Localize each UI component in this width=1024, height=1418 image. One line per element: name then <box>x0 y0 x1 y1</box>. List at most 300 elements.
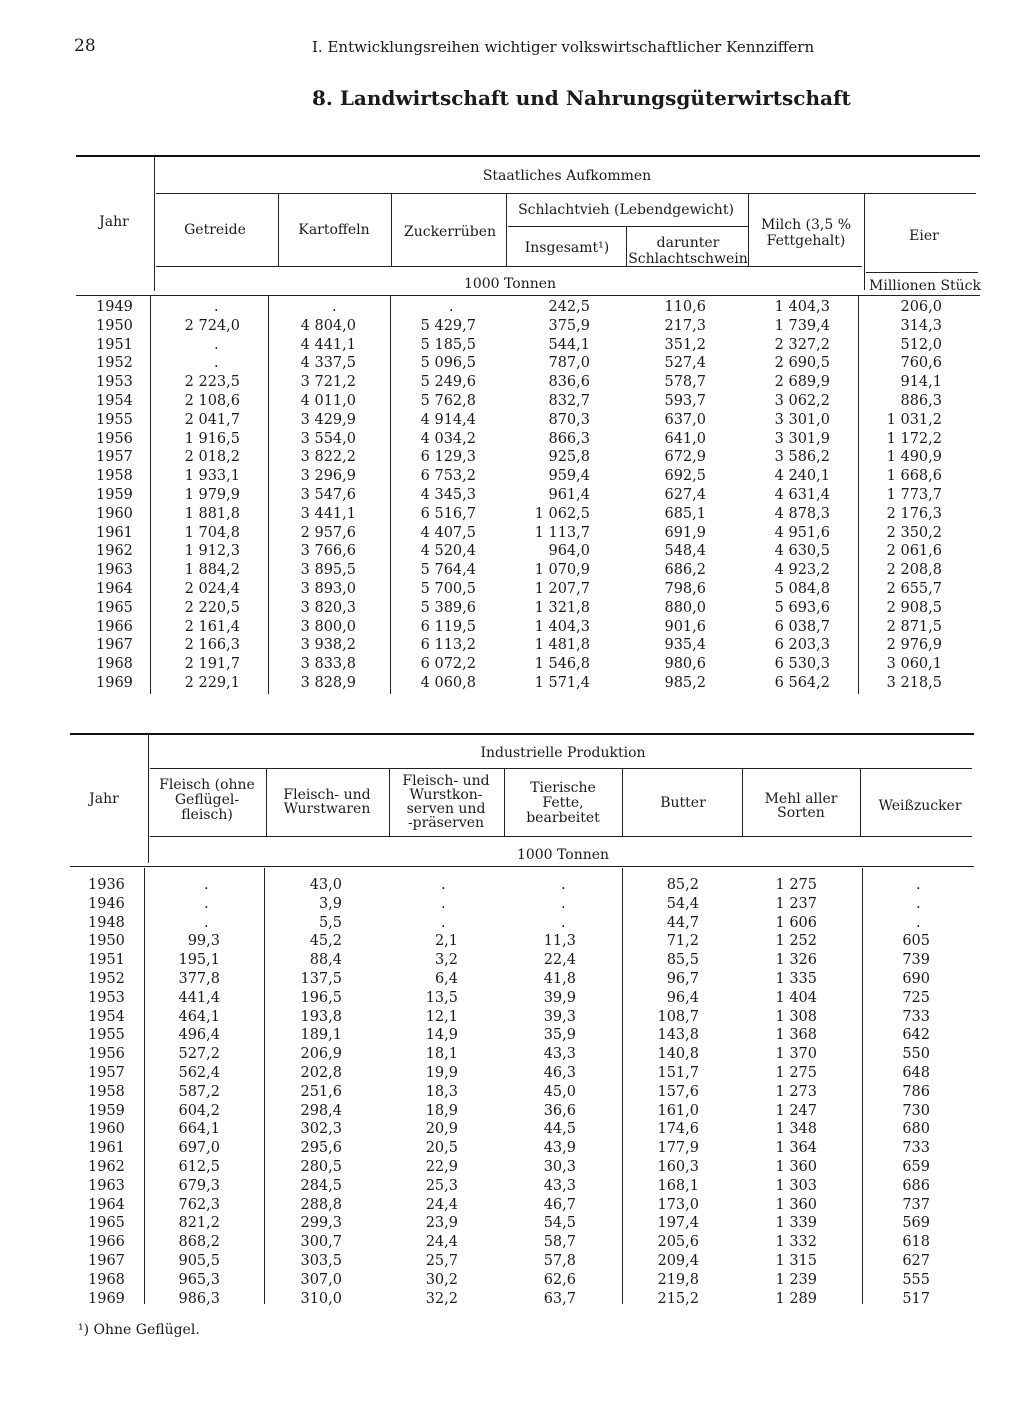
row-year: 1963 <box>96 562 133 579</box>
table-cell: 527,2 <box>178 1046 220 1063</box>
table-cell: 1 339 <box>775 1215 817 1232</box>
table-cell: 1 404,3 <box>534 618 590 635</box>
table-cell: 880,0 <box>664 599 706 616</box>
table-cell: 196,5 <box>300 989 342 1006</box>
table-cell: 886,3 <box>900 393 942 409</box>
col-header-konserven-3: serven und <box>406 801 486 817</box>
row-year: 1951 <box>88 952 125 969</box>
table-cell: 1 404,3 <box>774 299 830 315</box>
table-cell: 1 289 <box>775 1290 817 1307</box>
table-cell: 648 <box>902 1065 930 1081</box>
table-cell: . <box>916 877 921 893</box>
row-year: 1968 <box>88 1271 125 1288</box>
table-cell: 298,4 <box>300 1102 342 1119</box>
table-cell: 20,9 <box>425 1121 458 1138</box>
table-cell: 2 327,2 <box>774 336 830 353</box>
table-cell: 2 689,9 <box>774 374 830 391</box>
table-cell: 1 360 <box>775 1196 817 1213</box>
row-year: 1968 <box>96 656 133 673</box>
table-cell: 99,3 <box>187 933 220 950</box>
unit-label-tonnen: 1000 Tonnen <box>516 847 610 863</box>
table-cell: 1 113,7 <box>534 524 590 541</box>
table-cell: . <box>441 914 446 931</box>
table-cell: 3 833,8 <box>300 656 356 673</box>
table-cell: 685,1 <box>664 505 706 522</box>
table-cell: 22,9 <box>425 1159 458 1175</box>
table-cell: 612,5 <box>178 1159 220 1175</box>
table-cell: 980,6 <box>664 656 706 673</box>
table-cell: 4 337,5 <box>300 355 356 372</box>
table-cell: 2 161,4 <box>184 618 240 635</box>
table-cell: 1 884,2 <box>184 562 240 579</box>
table-cell: 1 247 <box>775 1102 817 1119</box>
table-cell: 4 345,3 <box>420 487 476 503</box>
table-cell: 4 951,6 <box>774 524 830 541</box>
table-cell: 30,3 <box>543 1159 576 1175</box>
table-cell: 1 916,5 <box>184 430 240 447</box>
table-cell: 3 296,9 <box>300 468 356 485</box>
table-cell: 3 766,6 <box>300 543 356 560</box>
table-cell: 901,6 <box>664 618 706 635</box>
table-cell: 1 172,2 <box>886 430 942 447</box>
table-cell: 307,0 <box>300 1271 342 1288</box>
table-cell: 41,8 <box>543 971 576 987</box>
table-cell: 555 <box>902 1271 930 1288</box>
table-cell: 1 070,9 <box>534 562 590 579</box>
table-cell: 2 690,5 <box>774 355 830 372</box>
table-cell: 195,1 <box>178 952 220 969</box>
table-cell: 43,0 <box>309 877 342 893</box>
row-year: 1965 <box>88 1215 125 1232</box>
table-cell: 4 878,3 <box>774 505 830 522</box>
table-cell: 6,4 <box>434 971 458 987</box>
table-cell: 4 441,1 <box>300 336 356 353</box>
table-cell: 985,2 <box>664 675 706 691</box>
row-year: 1960 <box>88 1121 125 1138</box>
table-cell: 868,2 <box>178 1234 220 1251</box>
col-header-konserven-1: Fleisch- und <box>402 773 490 789</box>
table-cell: 88,4 <box>309 952 342 969</box>
table-cell: 798,6 <box>664 581 706 597</box>
table-cell: 739 <box>902 952 930 969</box>
table-cell: 6 129,3 <box>420 449 476 466</box>
table-cell: 1 237 <box>775 895 817 912</box>
row-year: 1952 <box>96 355 133 372</box>
table-cell: 964,0 <box>548 543 590 560</box>
row-year: 1969 <box>96 675 133 691</box>
col-header-schlachtschwein: Schlachtschwein <box>628 251 748 267</box>
table-cell: 961,4 <box>548 487 590 503</box>
table-cell: 6 038,7 <box>774 618 830 635</box>
table-cell: 1 773,7 <box>886 487 942 503</box>
table-cell: 1 404 <box>775 989 817 1006</box>
col-header-schlachtvieh: Schlachtvieh (Lebendgewicht) <box>518 202 734 218</box>
row-year: 1949 <box>96 299 133 315</box>
table-cell: 5 389,6 <box>420 599 476 616</box>
table-cell: 19,9 <box>425 1065 458 1081</box>
table-cell: . <box>441 877 446 893</box>
table-cell: 1 315 <box>775 1253 817 1269</box>
table-cell: . <box>916 914 921 931</box>
table-cell: 140,8 <box>657 1046 699 1063</box>
table-cell: 202,8 <box>300 1065 342 1081</box>
table-cell: 5 429,7 <box>420 317 476 334</box>
table-cell: 1 303 <box>775 1177 817 1194</box>
table-cell: 377,8 <box>178 971 220 987</box>
table-cell: 642 <box>902 1027 930 1044</box>
table-cell: 659 <box>902 1159 930 1175</box>
table-cell: 5 084,8 <box>774 581 830 597</box>
table-cell: 32,2 <box>425 1290 458 1307</box>
table-cell: 697,0 <box>178 1140 220 1157</box>
table-cell: 679,3 <box>178 1177 220 1194</box>
table-cell: 3 828,9 <box>300 675 356 691</box>
section-title: 8. Landwirtschaft und Nahrungsgüterwirtschaft <box>312 86 851 110</box>
table-cell: 604,2 <box>178 1102 220 1119</box>
row-year: 1967 <box>88 1253 125 1269</box>
table-cell: . <box>214 299 219 315</box>
table-cell: 300,7 <box>300 1234 342 1251</box>
table-cell: 4 060,8 <box>420 675 476 691</box>
col-header-wurstwaren-2: Wurstwaren <box>283 801 371 817</box>
footnote: ¹) Ohne Geflügel. <box>78 1322 200 1338</box>
table-cell: 2 220,5 <box>184 599 240 616</box>
table-cell: 641,0 <box>664 430 706 447</box>
row-year: 1961 <box>96 524 133 541</box>
col-header-milch: Milch (3,5 % <box>760 217 852 233</box>
table-cell: 193,8 <box>300 1008 342 1025</box>
table-cell: 517 <box>902 1290 930 1307</box>
table-cell: 1 481,8 <box>534 637 590 654</box>
table-cell: 2 176,3 <box>886 505 942 522</box>
table-cell: 18,1 <box>425 1046 458 1063</box>
table-cell: 686 <box>902 1177 930 1194</box>
table-cell: 5 185,5 <box>420 336 476 353</box>
row-year: 1960 <box>96 505 133 522</box>
table-cell: . <box>449 299 454 315</box>
table-cell: 63,7 <box>543 1290 576 1307</box>
table-cell: . <box>214 336 219 353</box>
table-cell: . <box>214 355 219 372</box>
table-cell: 3 895,5 <box>300 562 356 579</box>
row-year: 1967 <box>96 637 133 654</box>
table-cell: 3 429,9 <box>300 411 356 428</box>
col-header-konserven-4: -präserven <box>407 815 485 831</box>
table-cell: 2 223,5 <box>184 374 240 391</box>
table-cell: 5 249,6 <box>420 374 476 391</box>
table-cell: 143,8 <box>657 1027 699 1044</box>
table-cell: 12,1 <box>425 1008 458 1025</box>
row-year: 1961 <box>88 1140 125 1157</box>
table-cell: 3,2 <box>434 952 458 969</box>
table-cell: 5 693,6 <box>774 599 830 616</box>
col-header-getreide: Getreide <box>184 222 246 238</box>
table-cell: 96,4 <box>666 989 699 1006</box>
table-cell: 2 108,6 <box>184 393 240 409</box>
table-cell: 4 923,2 <box>774 562 830 579</box>
year-header: Jahr <box>89 791 119 807</box>
table-cell: 544,1 <box>548 336 590 353</box>
table-cell: 242,5 <box>548 299 590 315</box>
table-cell: 1 031,2 <box>886 411 942 428</box>
table-cell: 206,0 <box>900 299 942 315</box>
table-cell: 3 441,1 <box>300 505 356 522</box>
table-cell: 151,7 <box>657 1065 699 1081</box>
table-cell: 2 191,7 <box>184 656 240 673</box>
table-cell: 23,9 <box>425 1215 458 1232</box>
table-cell: 730 <box>902 1102 930 1119</box>
table-cell: . <box>332 299 337 315</box>
table-cell: 1 933,1 <box>184 468 240 485</box>
row-year: 1950 <box>96 317 133 334</box>
table-cell: 1 348 <box>775 1121 817 1138</box>
table-cell: 3 060,1 <box>886 656 942 673</box>
col-header-darunter: darunter <box>656 235 720 251</box>
col-header-fette-2: Fette, <box>542 795 584 811</box>
row-year: 1948 <box>88 914 125 931</box>
table-cell: 986,3 <box>178 1290 220 1307</box>
col-header-wurstwaren-1: Fleisch- und <box>283 787 371 803</box>
table-cell: 351,2 <box>664 336 706 353</box>
table-cell: 4 240,1 <box>774 468 830 485</box>
table-cell: 3 301,0 <box>774 411 830 428</box>
running-head: I. Entwicklungsreihen wichtiger volkswirtschaftlicher Kennziffern <box>312 38 815 56</box>
table-cell: 288,8 <box>300 1196 342 1213</box>
row-year: 1952 <box>88 971 125 987</box>
row-year: 1953 <box>96 374 133 391</box>
table-cell: 787,0 <box>548 355 590 372</box>
table-cell: 2 908,5 <box>886 599 942 616</box>
table-cell: 2 024,4 <box>184 581 240 597</box>
table-cell: 295,6 <box>300 1140 342 1157</box>
table-cell: 2 229,1 <box>184 675 240 691</box>
row-year: 1957 <box>88 1065 125 1081</box>
table-cell: 691,9 <box>664 524 706 541</box>
row-year: 1946 <box>88 895 125 912</box>
row-year: 1959 <box>88 1102 125 1119</box>
table-cell: 1 321,8 <box>534 599 590 616</box>
table-cell: 1 273 <box>775 1083 817 1100</box>
col-header-fleisch-3: fleisch) <box>181 807 233 823</box>
table-cell: 1 332 <box>775 1234 817 1251</box>
table-cell: 1 546,8 <box>534 656 590 673</box>
table-cell: 280,5 <box>300 1159 342 1175</box>
table-cell: 548,4 <box>664 543 706 560</box>
group-header: Industrielle Produktion <box>480 745 646 761</box>
row-year: 1950 <box>88 933 125 950</box>
table-cell: 562,4 <box>178 1065 220 1081</box>
table-cell: 11,3 <box>543 933 576 950</box>
table-cell: 30,2 <box>425 1271 458 1288</box>
table-cell: 161,0 <box>657 1102 699 1119</box>
table-cell: . <box>916 895 921 912</box>
table-cell: 85,2 <box>666 877 699 893</box>
table-cell: 3 938,2 <box>300 637 356 654</box>
table-cell: 5 762,8 <box>420 393 476 409</box>
table-cell: 22,4 <box>543 952 576 969</box>
table-cell: 205,6 <box>657 1234 699 1251</box>
table-cell: 5 764,4 <box>420 562 476 579</box>
row-year: 1963 <box>88 1177 125 1194</box>
table-cell: 4 630,5 <box>774 543 830 560</box>
table-cell: 664,1 <box>178 1121 220 1138</box>
table-cell: 6 516,7 <box>420 505 476 522</box>
table-cell: 2 208,8 <box>886 562 942 579</box>
table-cell: 1 062,5 <box>534 505 590 522</box>
table-cell: 578,7 <box>664 374 706 391</box>
table-cell: 965,3 <box>178 1271 220 1288</box>
table-cell: 303,5 <box>300 1253 342 1269</box>
table-cell: 1 326 <box>775 952 817 969</box>
table-cell: 870,3 <box>548 411 590 428</box>
table-cell: 3 547,6 <box>300 487 356 503</box>
table-cell: 18,9 <box>425 1102 458 1119</box>
table-cell: 137,5 <box>300 971 342 987</box>
table-cell: 672,9 <box>664 449 706 466</box>
table-cell: 43,9 <box>543 1140 576 1157</box>
table-cell: . <box>204 914 209 931</box>
row-year: 1951 <box>96 336 133 353</box>
table-cell: 46,3 <box>543 1065 576 1081</box>
table-cell: 4 520,4 <box>420 543 476 560</box>
table-cell: 6 113,2 <box>420 637 476 654</box>
table-cell: 733 <box>902 1140 930 1157</box>
table-cell: 302,3 <box>300 1121 342 1138</box>
table-cell: 725 <box>902 989 930 1006</box>
table-cell: 832,7 <box>548 393 590 409</box>
table-cell: 737 <box>902 1196 930 1213</box>
table-cell: 3 218,5 <box>886 675 942 691</box>
table-cell: 2 350,2 <box>886 524 942 541</box>
table-cell: 3 800,0 <box>300 618 356 635</box>
table-cell: 1 364 <box>775 1140 817 1157</box>
table-cell: 160,3 <box>657 1159 699 1175</box>
col-header-eier: Eier <box>909 228 939 244</box>
table-cell: 3 586,2 <box>774 449 830 466</box>
table-cell: 54,5 <box>543 1215 576 1232</box>
table-cell: 18,3 <box>425 1083 458 1100</box>
table-cell: 925,8 <box>548 449 590 466</box>
table-cell: 627,4 <box>664 487 706 503</box>
table-cell: 2 976,9 <box>886 637 942 654</box>
table-cell: 866,3 <box>548 430 590 447</box>
table-cell: 2 018,2 <box>184 449 240 466</box>
unit-label-stueck: Millionen Stück <box>869 278 981 294</box>
table-cell: 24,4 <box>425 1196 458 1213</box>
row-year: 1969 <box>88 1290 125 1307</box>
col-header-kartoffeln: Kartoffeln <box>298 222 370 238</box>
page-number: 28 <box>74 36 96 56</box>
col-header-butter: Butter <box>660 795 706 811</box>
table-cell: 219,8 <box>657 1271 699 1288</box>
table-cell: 58,7 <box>543 1234 576 1251</box>
table-cell: 1 704,8 <box>184 524 240 541</box>
table-cell: 733 <box>902 1008 930 1025</box>
table-cell: . <box>204 877 209 893</box>
table-cell: 1 606 <box>775 914 817 931</box>
col-header-fleisch-1: Fleisch (ohne <box>159 777 255 793</box>
table-cell: 314,3 <box>900 317 942 334</box>
col-header-weisszucker: Weißzucker <box>878 798 962 814</box>
table-cell: 25,3 <box>425 1177 458 1194</box>
table-cell: 206,9 <box>300 1046 342 1063</box>
table-cell: 174,6 <box>657 1121 699 1138</box>
table-cell: 692,5 <box>664 468 706 485</box>
table-cell: 441,4 <box>178 989 220 1006</box>
table-cell: 4 034,2 <box>420 430 476 447</box>
table-cell: 5 700,5 <box>420 581 476 597</box>
table-cell: 5,5 <box>318 914 342 931</box>
table-cell: 24,4 <box>425 1234 458 1251</box>
table-cell: 4 407,5 <box>420 524 476 541</box>
table-cell: 569 <box>902 1215 930 1232</box>
table-cell: 14,9 <box>425 1027 458 1044</box>
col-header-mehl-2: Sorten <box>777 805 825 821</box>
table-cell: 2 166,3 <box>184 637 240 654</box>
table-cell: 62,6 <box>543 1271 576 1288</box>
table-cell: 821,2 <box>178 1215 220 1232</box>
row-year: 1953 <box>88 989 125 1006</box>
col-header-zuckerrueben: Zuckerrüben <box>403 224 497 240</box>
table-cell: 1 571,4 <box>534 675 590 691</box>
table-cell: 39,3 <box>543 1008 576 1025</box>
col-header-mehl-1: Mehl aller <box>764 791 838 807</box>
table-cell: 686,2 <box>664 562 706 579</box>
table-cell: 4 914,4 <box>420 411 476 428</box>
row-year: 1964 <box>96 581 133 597</box>
table-cell: 45,2 <box>309 933 342 950</box>
table-cell: 284,5 <box>300 1177 342 1194</box>
table-cell: 3 820,3 <box>300 599 356 616</box>
table-cell: 157,6 <box>657 1083 699 1100</box>
table-cell: 836,6 <box>548 374 590 391</box>
table-cell: 605 <box>902 933 930 950</box>
row-year: 1958 <box>96 468 133 485</box>
table-cell: 550 <box>902 1046 930 1063</box>
table-cell: 215,2 <box>657 1290 699 1307</box>
table-cell: 680 <box>902 1121 930 1138</box>
row-year: 1958 <box>88 1083 125 1100</box>
table-cell: 96,7 <box>666 971 699 987</box>
table-cell: 2,1 <box>434 933 458 950</box>
table-cell: 6 203,3 <box>774 637 830 654</box>
table-cell: 935,4 <box>664 637 706 654</box>
table-cell: 2 871,5 <box>886 618 942 635</box>
table-cell: . <box>561 877 566 893</box>
table-cell: 197,4 <box>657 1215 699 1232</box>
table-cell: 527,4 <box>664 355 706 372</box>
table-cell: 110,6 <box>664 299 706 315</box>
table-cell: 1 360 <box>775 1159 817 1175</box>
table-cell: 1 275 <box>775 877 817 893</box>
table-cell: 2 061,6 <box>886 543 942 560</box>
table-cell: 4 804,0 <box>300 317 356 334</box>
table-cell: 627 <box>902 1253 930 1269</box>
table-cell: 905,5 <box>178 1253 220 1269</box>
table-cell: 959,4 <box>548 468 590 485</box>
table-cell: 1 979,9 <box>184 487 240 503</box>
table-cell: 496,4 <box>178 1027 220 1044</box>
table-cell: 2 957,6 <box>300 524 356 541</box>
table-cell: 690 <box>902 971 930 987</box>
table-cell: 1 335 <box>775 971 817 987</box>
table-cell: 3 301,9 <box>774 430 830 447</box>
table-cell: 6 072,2 <box>420 656 476 673</box>
table-cell: 1 368 <box>775 1027 817 1044</box>
table-cell: 168,1 <box>657 1177 699 1194</box>
row-year: 1962 <box>88 1159 125 1175</box>
table-cell: 217,3 <box>664 317 706 334</box>
